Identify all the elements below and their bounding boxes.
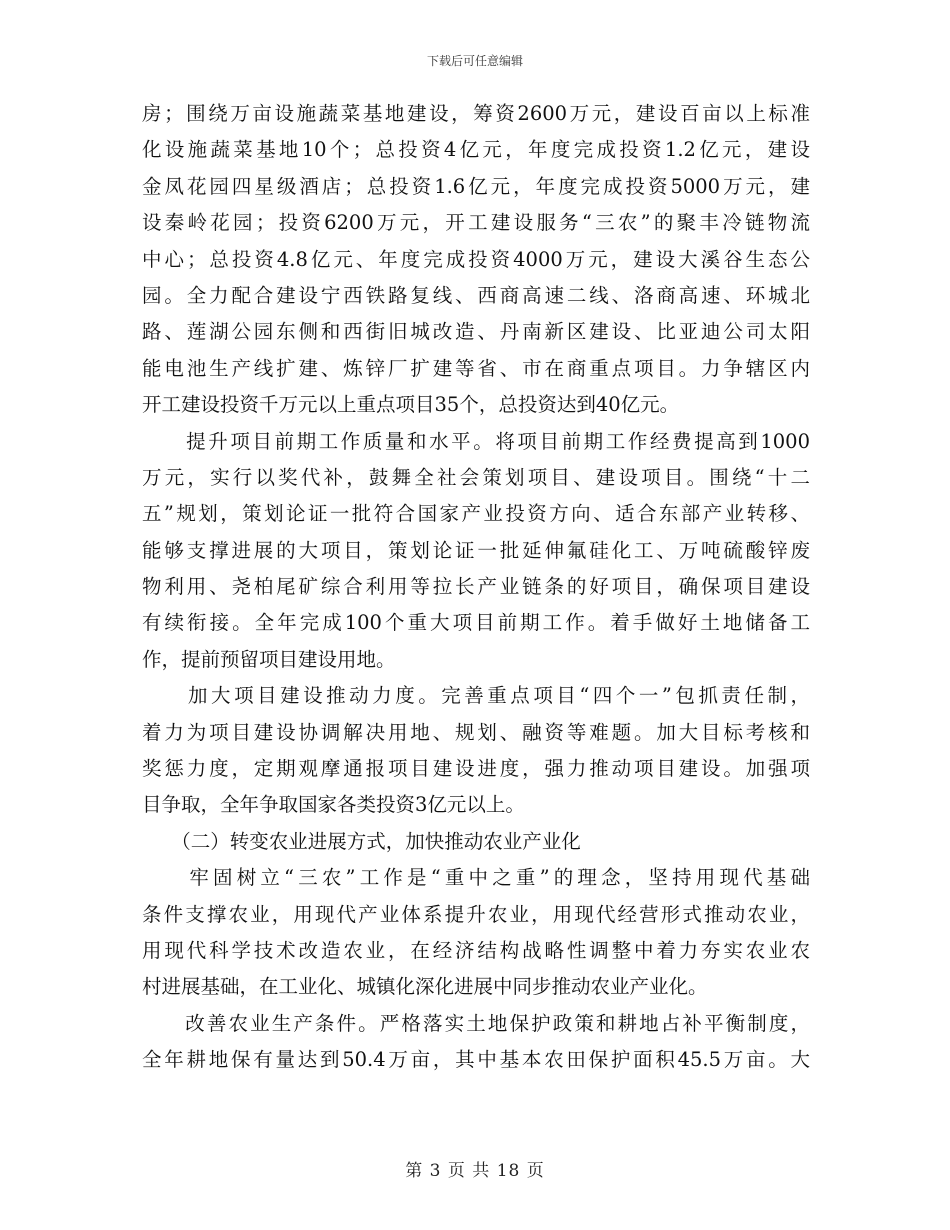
text-line: 加大项目建设推动力度。完善重点项目“四个一”包抓责任制，	[142, 684, 810, 708]
text-line: 牢固树立“三农”工作是“重中之重”的理念，坚持用现代基础	[142, 866, 810, 890]
text-line: 有续衔接。全年完成100个重大项目前期工作。着手做好土地储备工	[142, 611, 810, 635]
text-line: 设秦岭花园；投资6200万元，开工建设服务“三农”的聚丰冷链物流	[142, 211, 810, 235]
text-line: 化设施蔬菜基地10个；总投资4亿元，年度完成投资1.2亿元，建设	[142, 138, 810, 162]
text-line: 开工建设投资千万元以上重点项目35个，总投资达到40亿元。	[142, 393, 680, 417]
text-line: 用现代科学技术改造农业，在经济结构战略性调整中着力夯实农业农	[142, 938, 810, 962]
text-line: 能够支撑进展的大项目，策划论证一批延伸氟硅化工、万吨硫酸锌废	[142, 538, 810, 562]
text-line: 条件支撑农业，用现代产业体系提升农业，用现代经营形式推动农业，	[142, 902, 810, 926]
text-line: 村进展基础，在工业化、城镇化深化进展中同步推动农业产业化。	[142, 975, 708, 999]
text-line: 万元，实行以奖代补，鼓舞全社会策划项目、建设项目。围绕“十二	[142, 465, 810, 489]
text-line: 园。全力配合建设宁西铁路复线、西商高速二线、洛商高速、环城北	[142, 283, 810, 307]
text-line: 提升项目前期工作质量和水平。将项目前期工作经费提高到1000	[142, 429, 810, 453]
text-line: 路、莲湖公园东侧和西街旧城改造、丹南新区建设、比亚迪公司太阳	[142, 320, 810, 344]
text-line: 奖惩力度，定期观摩通报项目建设进度，强力推动项目建设。加强项	[142, 757, 810, 781]
page-header: 下载后可任意编辑	[426, 54, 523, 68]
text-line: 五”规划，策划论证一批符合国家产业投资方向、适合东部产业转移、	[142, 502, 810, 526]
text-line: 着力为项目建设协调解决用地、规划、融资等难题。加大目标考核和	[142, 720, 810, 744]
text-line: 金凤花园四星级酒店；总投资1.6亿元，年度完成投资5000万元，建	[142, 174, 810, 198]
text-line: 改善农业生产条件。严格落实土地保护政策和耕地占补平衡制度，	[142, 1011, 810, 1035]
text-line: 目争取，全年争取国家各类投资3亿元以上。	[142, 793, 525, 817]
text-line: 能电池生产线扩建、炼锌厂扩建等省、市在商重点项目。力争辖区内	[142, 356, 810, 380]
text-line: 房；围绕万亩设施蔬菜基地建设，筹资2600万元，建设百亩以上标准	[142, 102, 810, 125]
page-footer: 第 3 页 共 18 页	[405, 1161, 545, 1181]
text-line: 物利用、尧柏尾矿综合利用等拉长产业链条的好项目，确保项目建设	[142, 575, 810, 599]
text-line: 中心；总投资4.8亿元、年度完成投资4000万元，建设大溪谷生态公	[142, 247, 810, 271]
document-body	[142, 96, 810, 1079]
text-line: （二）转变农业进展方式，加快推动农业产业化	[142, 829, 581, 853]
text-line: 作，提前预留项目建设用地。	[142, 647, 396, 671]
text-line: 全年耕地保有量达到50.4万亩，其中基本农田保护面积45.5万亩。大	[142, 1048, 810, 1072]
